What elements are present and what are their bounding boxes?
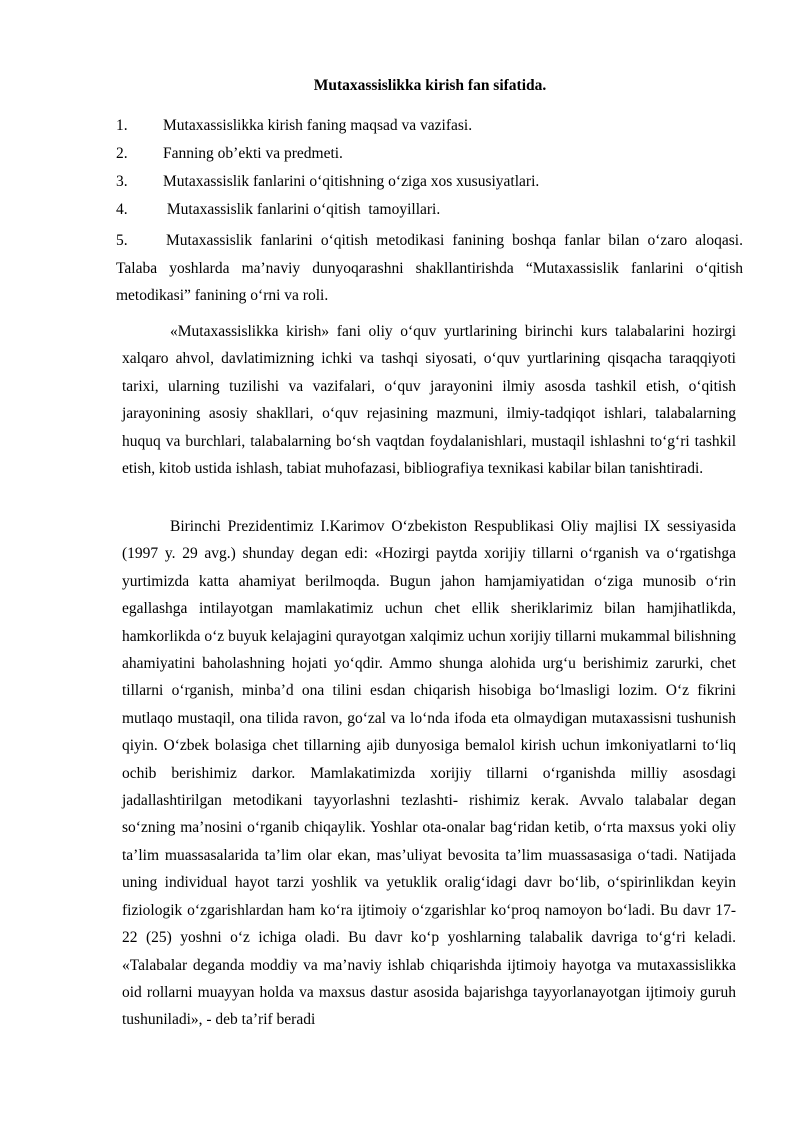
list-item-text: Mutaxassislik fanlarini o‘qitish tamoyillari. [163, 201, 441, 218]
list-item [116, 173, 539, 191]
list-item-number: 2. [116, 145, 128, 162]
list-item-number: 3. [116, 173, 128, 190]
list-item [116, 117, 472, 135]
list-item-text: Mutaxassislikka kirish faning maqsad va vazifasi. [163, 117, 473, 134]
list-item-text: Fanning ob’ekti va predmeti. [163, 145, 343, 162]
list-item [116, 227, 743, 310]
body-paragraph: Birinchi Prezidentimiz I.Karimov O‘zbekiston Respublikasi Oliy majlisi IX sessiyasida (1997 y. 29 avg.) shunday degan edi: «Hozirgi paytda xorijiy tillarni o‘rganish va o‘rgatishga yurtimizda katta ahamiyat berilmoqda. Bugun jahon hamjamiyatidan o‘ziga munosib o‘rin egallashga intilayotgan mamlakatimiz uchun chet ellik sheriklarimiz bilan hamjihatlikda, hamkorlikda o‘z buyuk kelajagini qurayotgan xalqimiz uchun xorijiy tillarni mukammal bilishning ahamiyatini baholashning hojati yo‘qdir. Ammo shunga alohida urg‘u berishimiz zarurki, chet tillarni o‘rganish, minba’d ona tilini esdan chiqarish hisobiga bo‘lmasligi lozim. O‘z fikrini mutlaqo mustaqil, ona tilida ravon, go‘zal va lo‘nda ifoda eta olmaydigan mutaxassisni tushunish qiyin. O‘zbek bolasiga chet tillarning ajib dunyosiga bemalol kirish uchun imkoniyatlarni to‘liq ochib berishimiz darkor. Mamlakatimizda xorijiy tillarni o‘rganishda milliy asosdagi jadallashtirilgan metodikani tayyorlashni tezlashti- rishimiz kerak. Avvalo talabalar degan so‘zning ma’nosini o‘rganib chiqaylik. Yoshlar ota-onalar bag‘ridan ketib, o‘rta maxsus yoki oliy ta’lim muassasalarida ta’lim olar ekan, mas’uliyat bevosita ta’lim muassasasiga o‘tadi. Natijada uning individual hayot tarzi yoshlik va yetuklik oralig‘idagi davr bo‘lib, o‘spirinlikdan keyin fiziologik o‘zgarishlardan ham ko‘ra ijtimoiy o‘zgarishlar ko‘proq namoyon bo‘ladi. Bu davr 17-22 (25) yoshni o‘z ichiga oladi. Bu davr ko‘p yoshlarning talabalik davriga to‘g‘ri keladi. «Talabalar deganda moddiy va ma’naviy ishlab chiqarishda ijtimoiy hayotga va mutaxassislikka oid rollarni muayyan holda va maxsus dastur asosida bajarishga tayyorlanayotgan ijtimoiy guruh tushuniladi», - deb ta’rif beradi [122, 518, 736, 1029]
list-item-text: Mutaxassislik fanlarini o‘qitish metodikasi fanining boshqa fanlar bilan o‘zaro aloqasi. Talaba yoshlarda ma’naviy dunyoqarashni shakllantirishda “Mutaxassislik fanlarini o‘qitish metodikasi” fanining o‘rni va roli. [116, 232, 743, 304]
list-item-number: 1. [116, 117, 128, 134]
body-paragraph: «Mutaxassislikka kirish» fani oliy o‘quv yurtlarining birinchi kurs talabalarini hozirgi xalqaro ahvol, davlatimizning ichki va tashqi siyosati, o‘quv yurtlarining qisqacha taraqqiyoti tarixi, ularning tuzilishi va vazifalari, o‘quv jarayonini ilmiy asosda tashkil etish, o‘qitish jarayonining asosiy shakllari, o‘quv rejasining mazmuni, ilmiy-tadqiqot ishlari, talabalarning huquq va burchlari, talabalarning bo‘sh vaqtdan foydalanishlari, mustaqil ishlashni to‘g‘ri tashkil etish, kitob ustida ishlash, tabiat muhofazasi, bibliografiya texnikasi kabilar bilan tanishtiradi. [122, 323, 736, 478]
list-item [116, 145, 343, 163]
document-title: Mutaxassislikka kirish fan sifatida. [313, 77, 547, 94]
list-item [116, 201, 440, 219]
list-item-number: 5. [116, 232, 128, 249]
list-item-number: 4. [116, 201, 128, 218]
list-item-text: Mutaxassislik fanlarini o‘qitishning o‘ziga xos xususiyatlari. [163, 173, 540, 190]
